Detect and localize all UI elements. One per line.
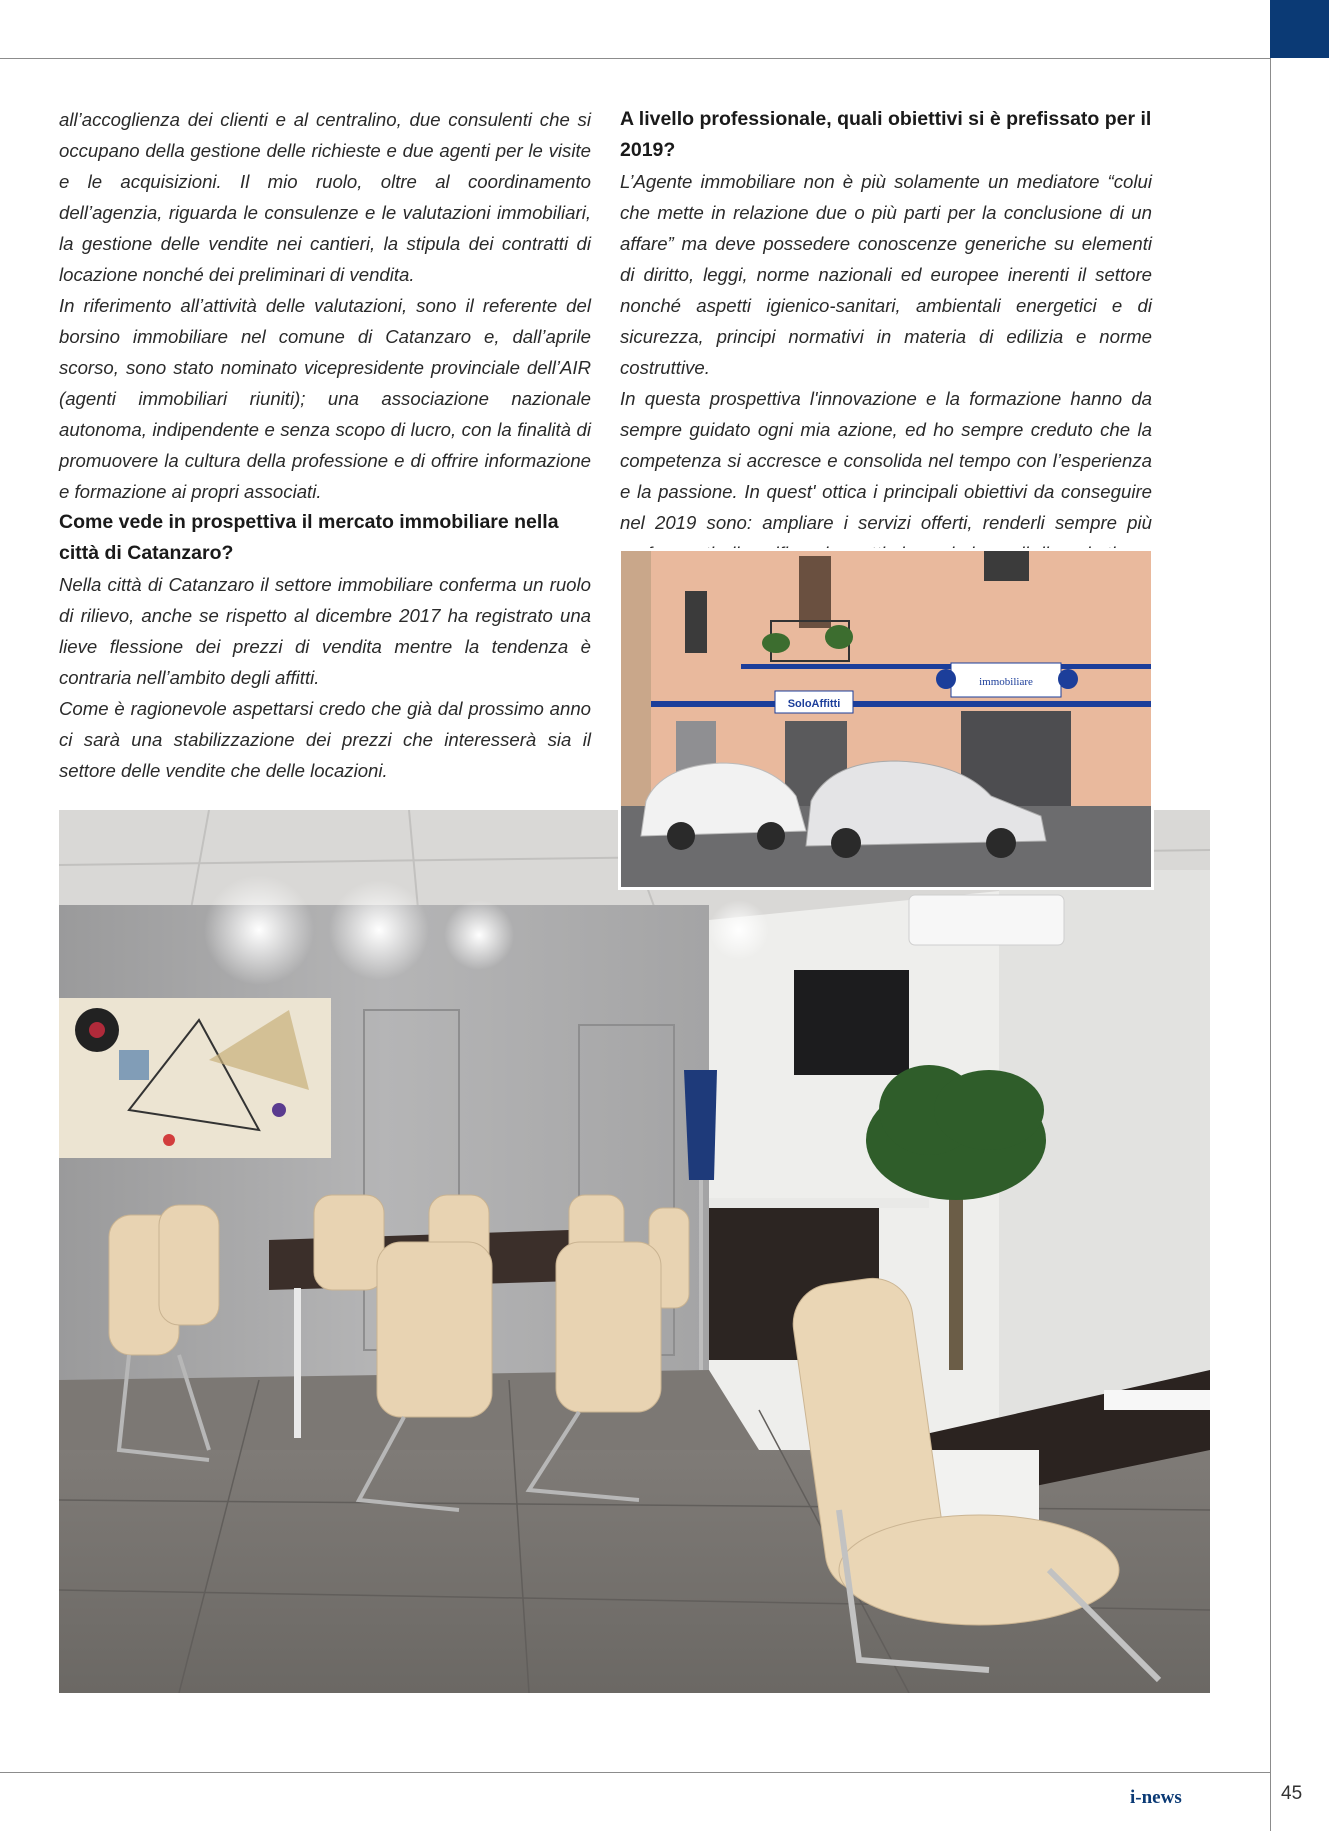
storefront-photo xyxy=(618,548,1154,890)
paragraph: In riferimento all’attività delle valutazioni, sono il referente del borsino immobiliare nel comune di Catanzaro e, dall’aprile scorso, sono stato nominato vicepresidente provinciale dell’AIR (agenti immobiliari riuniti); una associazione nazionale autonoma, indipendente e senza scopo di lucro, con la finalità di promuovere la cultura della professione e di offrire informazione e formazione ai propri associati. xyxy=(59,295,591,502)
soloaffitti-sign: SoloAffitti xyxy=(787,698,841,710)
paragraph: Come è ragionevole aspettarsi credo che già dal prossimo anno ci sarà una stabilizzazione dei prezzi che interesserà sia il settore delle vendite che delle locazioni. xyxy=(59,698,591,781)
magazine-brand: i-news xyxy=(1130,1787,1182,1808)
page-number: 45 xyxy=(1281,1783,1303,1804)
side-rule xyxy=(1270,58,1271,1831)
paragraph: L’Agente immobiliare non è più solamente un mediatore “colui che mette in relazione due o più parti per la conclusione di un affare” ma deve possedere conoscenze generiche su elementi di diritto, leggi, norme nazionali ed europee inerenti il settore nonché aspetti igienico-sanitari, ambientali energetici e di sicurezza, principi normativi in materia di edilizia e norme costruttive. xyxy=(620,171,1152,378)
immobiliare-sign: immobiliare xyxy=(979,676,1033,688)
paragraph: In questa prospettiva l'innovazione e la formazione hanno da sempre guidato ogni mia azione, ed ho sempre creduto che la competenza si accresce e consolida nel tempo con l’esperienza e la passione. In quest' ottica i principali obiettivi da conseguire nel 2019 sono: ampliare i servizi offerti, renderli sempre più xyxy=(620,388,1152,533)
paragraph: Nella città di Catanzaro il settore immobiliare conferma un ruolo di rilievo, anche se rispetto al dicembre 2017 ha registrato una lieve flessione dei prezzi di vendita mentre la tendenza è contraria nell’ambito degli affitti. xyxy=(59,574,591,688)
paragraph: all’accoglienza dei clienti e al centralino, due consulenti che si occupano della gestione delle richieste e due agenti per le visite e le acquisizioni. Il mio ruolo, oltre al coordinamento dell’agenzia, riguarda le consulenze e le valutazioni immobiliari, la gestione delle vendite nei cantieri, la stipula dei contratti di locazione nonché dei preliminari di vendita. xyxy=(59,109,591,285)
question-heading: A livello professionale, quali obiettivi si è prefissato per il 2019? xyxy=(620,108,1152,161)
header-rule xyxy=(0,58,1270,59)
right-column xyxy=(620,104,1152,600)
office-interior-photo xyxy=(59,810,1210,1693)
left-column xyxy=(59,104,591,786)
footer-rule xyxy=(0,1772,1270,1773)
question-heading: Come vede in prospettiva il mercato immobiliare nella città di Catanzaro? xyxy=(59,511,559,564)
corner-tab xyxy=(1270,0,1329,58)
